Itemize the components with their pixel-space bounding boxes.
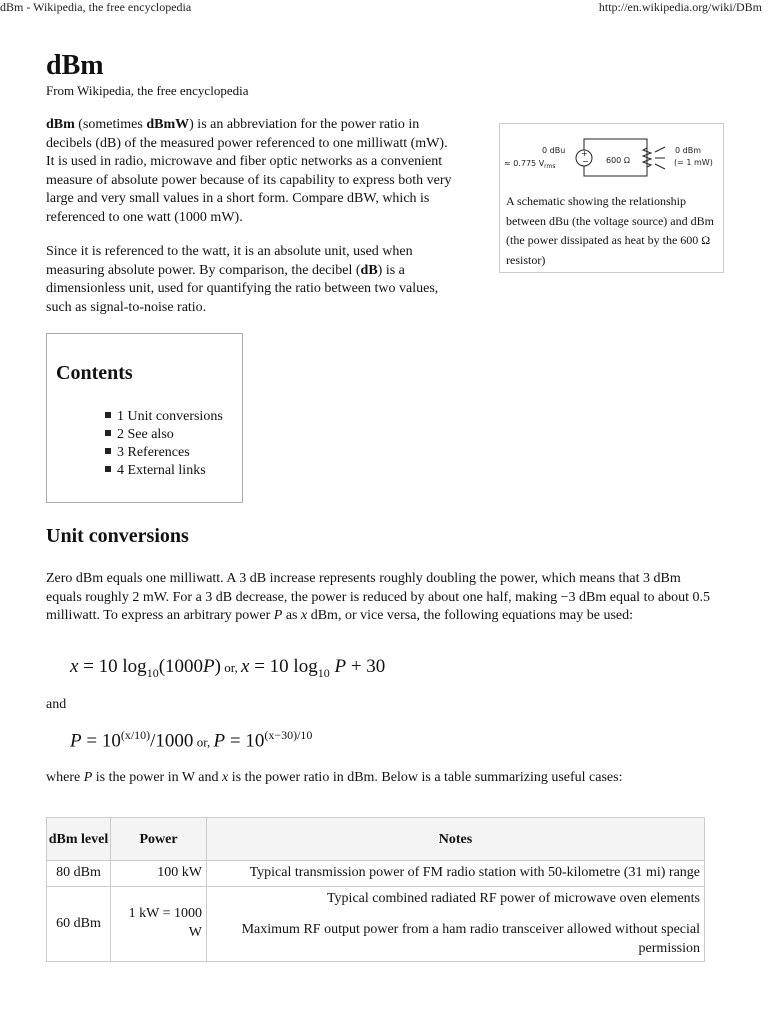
source-label-dbu: 0 dBu [542,146,566,155]
section-heading-unit-conversions: Unit conversions [46,525,189,547]
resistor-label: 600 Ω [606,156,630,165]
table-header-row [47,818,705,861]
cell-level: 60 dBm [47,886,111,962]
table-row [47,886,705,962]
browser-url[interactable]: http://en.wikipedia.org/wiki/DBm [598,0,762,14]
toc-item-references[interactable]: 3 References [105,444,223,462]
toc-item-unit-conversions[interactable]: 1 Unit conversions [105,408,223,426]
cell-notes: Typical transmission power of FM radio station with 50-kilometre (31 mi) range [207,861,705,887]
toc-list [105,408,223,480]
intro-paragraph-2: Since it is referenced to the watt, it is an absolute unit, used when measuring absolute power. By comparison, the decibel (dB) is a dimensionless unit, used for quantifying the ratio between two values, such as signal-to-noise ratio. [46,244,439,315]
output-label-dbm: 0 dBm [675,146,701,155]
schematic-diagram[interactable] [502,126,721,190]
page-title: dBm [46,50,104,81]
where-paragraph: where P is the power in W and x is the power ratio in dBm. Below is a table summarizing useful cases: [46,770,623,785]
figure-caption: A schematic showing the relationship between dBu (the voltage source) and dBm (the power dissipated as heat by the 600 Ω resistor) [506,194,714,267]
page-subtitle: From Wikipedia, the free encyclopedia [46,83,249,98]
svg-text:+: + [581,149,588,158]
equation-dbm-from-power: x = 10 $\log_{10}(1000P)$ or, x = 10 $\log_{10} P + 30$ [70,656,386,680]
header-power: Power [111,818,207,861]
toc-item-external-links[interactable]: 4 External links [105,462,223,480]
equation-power-from-dbm: $P = 10^{(x/10)}/1000$ or, $P = 10^{(x-30)/10}$ [70,728,313,752]
table-of-contents [46,333,243,503]
cell-level: 80 dBm [47,861,111,887]
and-text: and [46,697,67,712]
toc-item-see-also[interactable]: 2 See also [105,426,223,444]
intro-term: dBm [46,117,75,132]
header-notes: Notes [207,818,705,861]
toc-title: Contents [56,362,133,384]
heat-arrows-icon [655,147,665,169]
browser-page-title: dBm - Wikipedia, the free encyclopedia [0,0,192,14]
source-label-voltage: ≈ 0.775 $V_{rms}$ [504,159,556,170]
cell-notes: Typical combined radiated RF power of microwave oven elements Maximum RF output power from a ham radio transceiver allowed without special permission [207,886,705,962]
cell-power: 100 kW [111,861,207,887]
table-row [47,861,705,887]
intro-term-alt: dBmW [146,117,190,132]
thumbnail-figure [499,123,724,273]
intro-paragraph: dBm (sometimes dBmW) is an abbreviation for the power ratio in decibels (dB) of the measured power referenced to one milliwatt (mW). It is used in radio, microwave and fiber optic networks as a convenient measure of absolute power because of its capability to express both very large and very small values in a short form. Compare dBW, which is referenced to one watt (1000 mW). [46,117,452,225]
svg-text:−: − [582,157,589,166]
output-label-mw: (= 1 mW) [674,158,713,167]
header-dbm-level: dBm level [47,818,111,861]
dbm-table [46,817,705,962]
unit-conversions-paragraph: Zero dBm equals one milliwatt. A 3 dB increase represents roughly doubling the power, which means that 3 dBm equals roughly 2 mW. For a 3 dB decrease, the power is reduced by about one half, making −3 dBm equal to about 0.5 milliwatt. To express an arbitrary power P as x dBm, or vice versa, the following equations may be used: [46,571,711,623]
cell-power: 1 kW = 1000 W [111,886,207,962]
